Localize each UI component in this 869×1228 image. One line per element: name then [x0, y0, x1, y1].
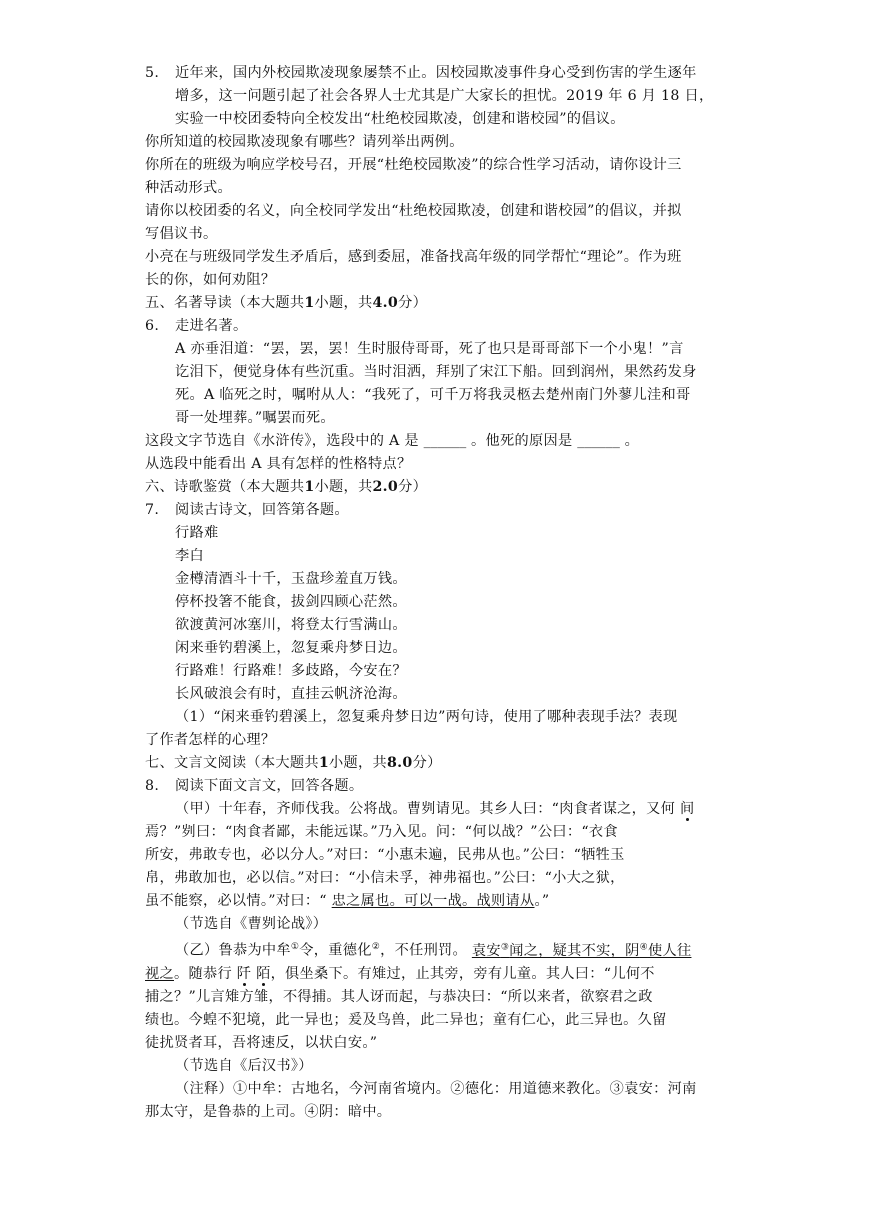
emphasis-dot-char: 阡	[236, 965, 252, 982]
passage-yi-line-1: （乙）鲁恭为中牟①令，重德化②，不任刑罚。 袁安③闻之，疑其不实，阴④使人往	[175, 942, 692, 959]
emphasis-dot-char: 陌	[256, 965, 271, 982]
passage-jia-line-2: 焉？”刿曰：“肉食者鄙，未能远谋。”乃入见。问：“何以战？”公曰：“衣食	[145, 824, 618, 840]
footnote-marker: ③	[500, 942, 510, 952]
poem-verse: 欲渡黄河冰塞川，将登太行雪满山。	[175, 617, 407, 633]
source-citation: （节选自《后汉书》）	[175, 1057, 313, 1074]
q5-line-1: 5. 近年来，国内外校园欺凌现象屡禁不止。因校园欺凌事件身心受到伤害的学生逐年	[145, 62, 730, 85]
q6-passage-line-4: 哥一处埋葬。”嘱罢而死。	[175, 410, 335, 426]
q7-sub-question-1-line-1: （1）“闲来垂钓碧溪上，忽复乘舟梦日边”两句诗，使用了哪种表现手法？表现	[175, 709, 678, 725]
q5-line-3: 实验一中校团委特向全校发出“杜绝校园欺凌，创建和谐校园”的倡议。	[175, 111, 625, 127]
q7-sub-question-1-line-2: 了作者怎样的心理？	[145, 732, 276, 748]
section-heading-5: 五、名著导读（本大题共1小题，共4.0分）	[145, 295, 428, 311]
underlined-sentence: 忠之属也。可以一战。战则请从	[331, 893, 535, 909]
q6-passage-line-2: 讫泪下，便觉身体有些沉重。当时泪洒，拜别了宋江下船。回到润州，果然药发身	[175, 364, 697, 380]
q5-sub-question-3-line-2: 写倡议书。	[145, 226, 218, 242]
passage-yi-line-2: 视之。随恭行 阡 陌，俱坐桑下。有雉过，止其旁，旁有儿童。其人曰：“儿何不	[145, 965, 655, 982]
q5-line-2: 增多，这一问题引起了社会各界人士尤其是广大家长的担忧。2019 年 6 月 18 日，	[175, 88, 714, 104]
underlined-sentence: 视之	[145, 965, 174, 982]
underlined-sentence: 袁安③闻之，疑其不实，阴④使人往	[471, 942, 692, 959]
footnote-marker: ④	[639, 942, 648, 952]
q5-sub-question-4-line-2: 长的你，如何劝阻？	[145, 272, 276, 288]
passage-jia-line-5: 虽不能察，必以情。”对曰：“ 忠之属也。可以一战。战则请从。”	[145, 893, 550, 909]
exam-page	[145, 62, 730, 1124]
question-number: 8.	[145, 778, 160, 794]
poem-verse: 长风破浪会有时，直挂云帆济沧海。	[175, 686, 407, 702]
passage-yi-line-3: 捕之？”儿言雉方雏，不得捕。其人讶而起，与恭决曰：“所以来者，欲察君之政	[145, 988, 653, 1005]
q8-line-1: 8. 阅读下面文言文，回答各题。	[145, 775, 730, 798]
q5-sub-question-4-line-1: 小亮在与班级同学发生矛盾后，感到委屈，准备找高年级的同学帮忙“理论”。作为班	[145, 249, 682, 265]
q6-sub-question-2: 从选段中能看出 A 具有怎样的性格特点？	[145, 456, 412, 472]
passage-yi-line-4: 绩也。今蝗不犯境，此一异也；爰及鸟兽，此二异也；童有仁心，此三异也。久留	[145, 1011, 667, 1028]
q6-passage-line-3: 死。A 临死之时，嘱咐从人：“我死了，可千万将我灵柩去楚州南门外蓼儿洼和哥	[175, 387, 691, 403]
q5-sub-question-2-line-2: 种活动形式。	[145, 180, 232, 196]
passage-jia-line-1: （甲）十年春，齐师伐我。公将战。曹刿请见。其乡人曰：“肉食者谋之，又何 间	[175, 801, 695, 817]
q5-sub-question-2-line-1: 你所在的班级为响应学校号召，开展“杜绝校园欺凌”的综合性学习活动，请你设计三	[145, 157, 682, 173]
emphasis-dot-char: 间	[679, 801, 695, 817]
q6-passage-line-1: A 亦垂泪道：“罢，罢，罢！生时服侍哥哥，死了也只是哥哥部下一个小鬼！”言	[175, 341, 684, 357]
poem-verse: 停杯投箸不能食，拔剑四顾心茫然。	[175, 594, 407, 610]
poem-verse: 金樽清酒斗十千，玉盘珍羞直万钱。	[175, 571, 407, 587]
section-heading-7: 七、文言文阅读（本大题共1小题，共8.0分）	[145, 755, 442, 771]
q5-sub-question-3-line-1: 请你以校团委的名义，向全校同学发出“杜绝校园欺凌，创建和谐校园”的倡议，并拟	[145, 203, 682, 219]
passage-jia-line-3: 所安，弗敢专也，必以分人。”对曰：“小惠未遍，民弗从也。”公曰：“牺牲玉	[145, 847, 625, 863]
annotation-line-2: 那太守，是鲁恭的上司。④阴：暗中。	[145, 1103, 392, 1120]
question-number: 7.	[145, 502, 160, 518]
section-heading-6: 六、诗歌鉴赏（本大题共1小题，共2.0分）	[145, 479, 428, 495]
passage-jia-line-4: 帛，弗敢加也，必以信。”对曰：“小信未孚，神弗福也。”公曰：“小大之狱，	[145, 870, 625, 886]
poem-author: 李白	[175, 548, 204, 564]
answer-blank[interactable]: ______	[423, 433, 467, 449]
source-citation: （节选自《曹刿论战》）	[175, 916, 328, 932]
q5-sub-question-1: 你所知道的校园欺凌现象有哪些？请列举出两例。	[145, 134, 464, 150]
q6-sub-question-1: 这段文字节选自《水浒传》，选段中的 A 是 ______ 。他死的原因是 ______ 。	[145, 433, 640, 449]
question-number: 6.	[145, 318, 160, 334]
annotation-line-1: （注释）①中牟：古地名，今河南省境内。②德化：用道德来教化。③袁安：河南	[175, 1080, 697, 1097]
question-number: 5.	[145, 65, 160, 81]
answer-blank[interactable]: ______	[577, 433, 620, 449]
poem-verse: 行路难！行路难！多歧路，今安在？	[175, 663, 407, 679]
poem-verse: 闲来垂钓碧溪上，忽复乘舟梦日边。	[175, 640, 407, 656]
poem-title: 行路难	[175, 525, 219, 541]
footnote-marker: ②	[371, 942, 381, 952]
q7-line-1: 7. 阅读古诗文，回答第各题。	[145, 499, 730, 522]
q6-line-1: 6. 走进名著。	[145, 315, 730, 338]
passage-yi-line-5: 徒扰贤者耳，吾将速反，以状白安。”	[145, 1034, 378, 1051]
footnote-marker: ①	[290, 942, 300, 952]
